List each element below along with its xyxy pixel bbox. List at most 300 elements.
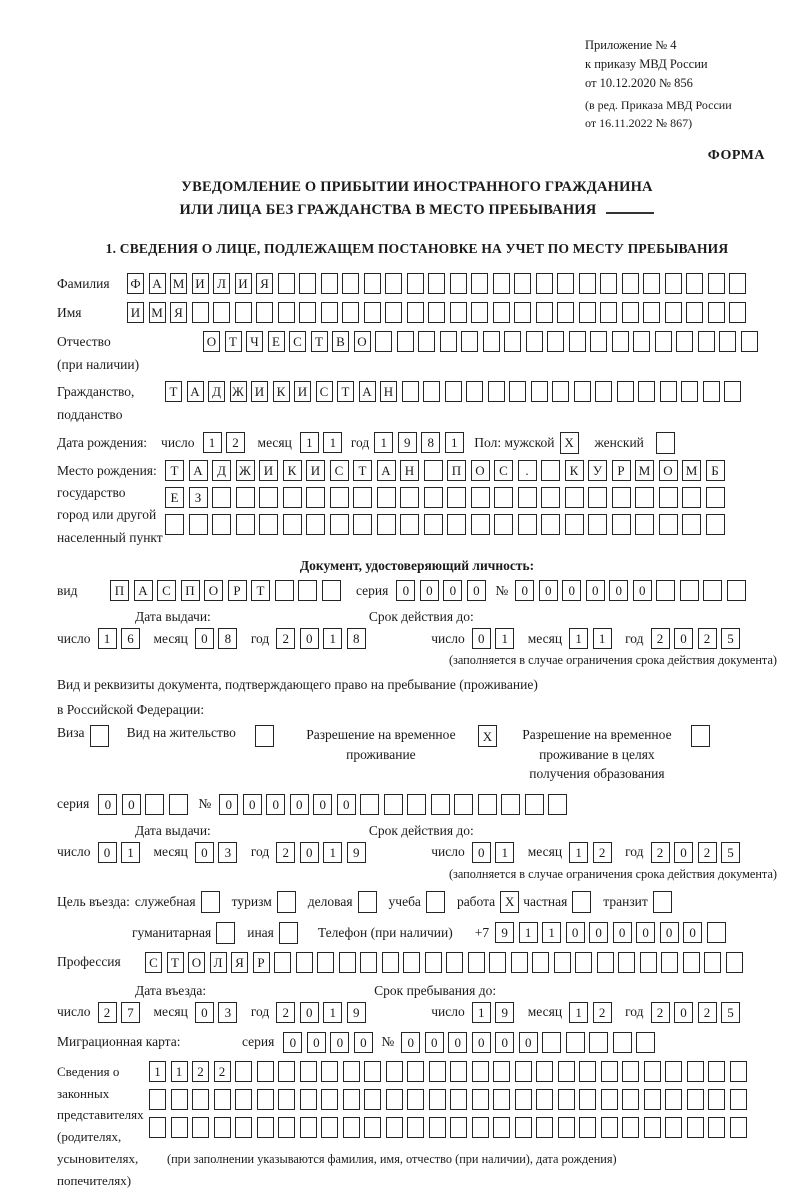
birth-year-cell[interactable]: 1 bbox=[445, 432, 464, 453]
representatives-cell[interactable] bbox=[386, 1117, 403, 1138]
doc-type-cell[interactable] bbox=[275, 580, 294, 601]
representatives-cell[interactable] bbox=[192, 1089, 209, 1110]
representatives-cell[interactable] bbox=[235, 1089, 252, 1110]
migration-number-cell[interactable] bbox=[542, 1032, 561, 1053]
representatives-cell[interactable] bbox=[622, 1089, 639, 1110]
doc-number-cell[interactable]: 0 bbox=[539, 580, 558, 601]
doc-type-cell[interactable]: Т bbox=[251, 580, 270, 601]
profession-cell[interactable] bbox=[360, 952, 377, 973]
profession-cell[interactable] bbox=[274, 952, 291, 973]
representatives-cell[interactable] bbox=[450, 1061, 467, 1082]
patronymic-cell[interactable] bbox=[418, 331, 435, 352]
birthplace-cell[interactable] bbox=[659, 514, 678, 535]
phone-cell[interactable]: 0 bbox=[613, 922, 632, 943]
surname-cell[interactable]: Л bbox=[213, 273, 230, 294]
representatives-cell[interactable]: 1 bbox=[149, 1061, 166, 1082]
purpose-business-checkbox-cell[interactable] bbox=[358, 891, 377, 913]
stay-expiry-year-cell[interactable]: 2 bbox=[651, 842, 670, 863]
purpose-official-checkbox-cell[interactable] bbox=[201, 891, 220, 913]
entry-month-cell[interactable]: 3 bbox=[218, 1002, 237, 1023]
representatives-cell[interactable] bbox=[343, 1117, 360, 1138]
citizenship-cell[interactable]: К bbox=[273, 381, 290, 402]
profession-cell[interactable] bbox=[339, 952, 356, 973]
patronymic-cell[interactable]: О bbox=[354, 331, 371, 352]
stay-expiry-year-cell[interactable]: 0 bbox=[674, 842, 693, 863]
surname-cell[interactable] bbox=[708, 273, 725, 294]
given-name-cell[interactable] bbox=[579, 302, 596, 323]
citizenship-cell[interactable]: С bbox=[316, 381, 333, 402]
representatives-cell[interactable] bbox=[300, 1061, 317, 1082]
patronymic-cell[interactable] bbox=[569, 331, 586, 352]
profession-cell[interactable] bbox=[296, 952, 313, 973]
surname-cell[interactable] bbox=[321, 273, 338, 294]
id-issue-day-cell[interactable]: 1 bbox=[98, 628, 117, 649]
stay-until-day-cell[interactable]: 9 bbox=[495, 1002, 514, 1023]
profession-cell[interactable] bbox=[489, 952, 506, 973]
surname-cell[interactable] bbox=[364, 273, 381, 294]
migration-series-cell[interactable]: 0 bbox=[354, 1032, 373, 1053]
given-name-cell[interactable] bbox=[493, 302, 510, 323]
profession-cell[interactable] bbox=[403, 952, 420, 973]
representatives-cell[interactable] bbox=[622, 1061, 639, 1082]
migration-number-cell[interactable] bbox=[566, 1032, 585, 1053]
surname-cell[interactable] bbox=[514, 273, 531, 294]
birthplace-cell[interactable] bbox=[612, 487, 631, 508]
profession-cell[interactable] bbox=[704, 952, 721, 973]
representatives-cell[interactable] bbox=[730, 1089, 747, 1110]
patronymic-cell[interactable] bbox=[590, 331, 607, 352]
birthplace-cell[interactable] bbox=[494, 514, 513, 535]
patronymic-cell[interactable] bbox=[698, 331, 715, 352]
citizenship-cell[interactable]: А bbox=[359, 381, 376, 402]
profession-cell[interactable]: О bbox=[188, 952, 205, 973]
given-name-cell[interactable] bbox=[299, 302, 316, 323]
representatives-cell[interactable] bbox=[171, 1117, 188, 1138]
representatives-cell[interactable] bbox=[644, 1117, 661, 1138]
patronymic-cell[interactable] bbox=[397, 331, 414, 352]
birthplace-cell[interactable] bbox=[189, 514, 208, 535]
given-name-cell[interactable] bbox=[342, 302, 359, 323]
representatives-cell[interactable] bbox=[364, 1089, 381, 1110]
stay-series-cell[interactable] bbox=[145, 794, 164, 815]
id-expiry-month-cell[interactable]: 1 bbox=[593, 628, 612, 649]
citizenship-cell[interactable] bbox=[445, 381, 462, 402]
birthplace-cell[interactable]: Б bbox=[706, 460, 725, 481]
birthplace-cell[interactable] bbox=[400, 514, 419, 535]
patronymic-cell[interactable] bbox=[504, 331, 521, 352]
purpose-humanitarian-checkbox-cell[interactable] bbox=[216, 922, 235, 944]
sex-male-checkbox-cell[interactable]: X bbox=[560, 432, 579, 454]
representatives-cell[interactable] bbox=[472, 1117, 489, 1138]
representatives-cell[interactable] bbox=[730, 1117, 747, 1138]
representatives-cell[interactable] bbox=[407, 1061, 424, 1082]
representatives-cell[interactable] bbox=[364, 1117, 381, 1138]
stay-number-cell[interactable] bbox=[478, 794, 497, 815]
representatives-cell[interactable]: 2 bbox=[192, 1061, 209, 1082]
stay-number-cell[interactable]: 0 bbox=[243, 794, 262, 815]
representatives-cell[interactable] bbox=[450, 1117, 467, 1138]
id-expiry-day-cell[interactable]: 1 bbox=[495, 628, 514, 649]
visa-checkbox-cell[interactable] bbox=[90, 725, 109, 747]
representatives-cell[interactable] bbox=[622, 1117, 639, 1138]
citizenship-cell[interactable]: И bbox=[251, 381, 268, 402]
surname-cell[interactable] bbox=[407, 273, 424, 294]
surname-cell[interactable] bbox=[450, 273, 467, 294]
stay-series-cell[interactable]: 0 bbox=[122, 794, 141, 815]
representatives-cell[interactable] bbox=[300, 1117, 317, 1138]
birthplace-cell[interactable] bbox=[283, 514, 302, 535]
surname-cell[interactable]: А bbox=[149, 273, 166, 294]
stay-issue-year-cell[interactable]: 9 bbox=[347, 842, 366, 863]
profession-cell[interactable] bbox=[425, 952, 442, 973]
given-name-cell[interactable] bbox=[450, 302, 467, 323]
representatives-cell[interactable] bbox=[343, 1061, 360, 1082]
profession-cell[interactable] bbox=[317, 952, 334, 973]
given-name-cell[interactable] bbox=[321, 302, 338, 323]
representatives-cell[interactable] bbox=[257, 1089, 274, 1110]
representatives-cell[interactable] bbox=[321, 1117, 338, 1138]
given-name-cell[interactable] bbox=[385, 302, 402, 323]
birth-year-cell[interactable]: 1 bbox=[374, 432, 393, 453]
profession-cell[interactable] bbox=[468, 952, 485, 973]
birthplace-cell[interactable] bbox=[283, 487, 302, 508]
stay-issue-day-cell[interactable]: 0 bbox=[98, 842, 117, 863]
representatives-cell[interactable] bbox=[429, 1117, 446, 1138]
profession-cell[interactable]: С bbox=[145, 952, 162, 973]
surname-cell[interactable] bbox=[278, 273, 295, 294]
birthplace-cell[interactable]: О bbox=[659, 460, 678, 481]
surname-cell[interactable]: И bbox=[192, 273, 209, 294]
surname-cell[interactable] bbox=[729, 273, 746, 294]
migration-number-cell[interactable]: 0 bbox=[519, 1032, 538, 1053]
profession-cell[interactable]: Л bbox=[210, 952, 227, 973]
representatives-cell[interactable] bbox=[278, 1117, 295, 1138]
profession-cell[interactable] bbox=[683, 952, 700, 973]
phone-cell[interactable]: 0 bbox=[660, 922, 679, 943]
birthplace-cell[interactable]: А bbox=[189, 460, 208, 481]
stay-number-cell[interactable] bbox=[360, 794, 379, 815]
profession-cell[interactable] bbox=[554, 952, 571, 973]
birthplace-cell[interactable]: Е bbox=[165, 487, 184, 508]
stay-until-month-cell[interactable]: 2 bbox=[593, 1002, 612, 1023]
stay-until-month-cell[interactable]: 1 bbox=[569, 1002, 588, 1023]
representatives-cell[interactable] bbox=[493, 1089, 510, 1110]
representatives-cell[interactable] bbox=[407, 1089, 424, 1110]
given-name-cell[interactable] bbox=[536, 302, 553, 323]
id-expiry-year-cell[interactable]: 5 bbox=[721, 628, 740, 649]
profession-cell[interactable] bbox=[726, 952, 743, 973]
birthplace-cell[interactable] bbox=[447, 514, 466, 535]
birthplace-cell[interactable]: И bbox=[259, 460, 278, 481]
patronymic-cell[interactable]: Т bbox=[225, 331, 242, 352]
representatives-cell[interactable] bbox=[192, 1117, 209, 1138]
given-name-cell[interactable] bbox=[643, 302, 660, 323]
representatives-cell[interactable] bbox=[214, 1117, 231, 1138]
citizenship-cell[interactable] bbox=[509, 381, 526, 402]
birthplace-cell[interactable] bbox=[471, 514, 490, 535]
doc-number-cell[interactable] bbox=[727, 580, 746, 601]
profession-cell[interactable]: Я bbox=[231, 952, 248, 973]
stay-number-cell[interactable] bbox=[431, 794, 450, 815]
phone-cell[interactable]: 0 bbox=[636, 922, 655, 943]
surname-cell[interactable] bbox=[557, 273, 574, 294]
stay-series-cell[interactable] bbox=[169, 794, 188, 815]
surname-cell[interactable]: Ф bbox=[127, 273, 144, 294]
entry-month-cell[interactable]: 0 bbox=[195, 1002, 214, 1023]
surname-cell[interactable] bbox=[536, 273, 553, 294]
representatives-cell[interactable] bbox=[300, 1089, 317, 1110]
representatives-cell[interactable] bbox=[644, 1061, 661, 1082]
representatives-cell[interactable] bbox=[601, 1061, 618, 1082]
doc-type-cell[interactable]: А bbox=[134, 580, 153, 601]
given-name-cell[interactable] bbox=[665, 302, 682, 323]
surname-cell[interactable] bbox=[622, 273, 639, 294]
stay-issue-day-cell[interactable]: 1 bbox=[121, 842, 140, 863]
representatives-cell[interactable] bbox=[235, 1061, 252, 1082]
id-issue-day-cell[interactable]: 6 bbox=[121, 628, 140, 649]
given-name-cell[interactable] bbox=[235, 302, 252, 323]
doc-series-cell[interactable]: 0 bbox=[396, 580, 415, 601]
surname-cell[interactable]: М bbox=[170, 273, 187, 294]
stay-number-cell[interactable] bbox=[525, 794, 544, 815]
temp-residence-checkbox-cell[interactable]: X bbox=[478, 725, 497, 747]
stay-number-cell[interactable] bbox=[548, 794, 567, 815]
id-expiry-day-cell[interactable]: 0 bbox=[472, 628, 491, 649]
profession-cell[interactable] bbox=[446, 952, 463, 973]
profession-cell[interactable] bbox=[382, 952, 399, 973]
birthplace-cell[interactable] bbox=[259, 487, 278, 508]
representatives-cell[interactable] bbox=[171, 1089, 188, 1110]
given-name-cell[interactable]: И bbox=[127, 302, 144, 323]
birthplace-cell[interactable] bbox=[212, 514, 231, 535]
citizenship-cell[interactable] bbox=[574, 381, 591, 402]
entry-year-cell[interactable]: 0 bbox=[300, 1002, 319, 1023]
migration-number-cell[interactable]: 0 bbox=[495, 1032, 514, 1053]
doc-type-cell[interactable]: С bbox=[157, 580, 176, 601]
id-expiry-year-cell[interactable]: 0 bbox=[674, 628, 693, 649]
patronymic-cell[interactable] bbox=[676, 331, 693, 352]
birthplace-cell[interactable] bbox=[330, 487, 349, 508]
doc-number-cell[interactable]: 0 bbox=[562, 580, 581, 601]
birthplace-cell[interactable] bbox=[635, 487, 654, 508]
citizenship-cell[interactable] bbox=[660, 381, 677, 402]
representatives-cell[interactable] bbox=[515, 1117, 532, 1138]
doc-number-cell[interactable] bbox=[703, 580, 722, 601]
stay-until-day-cell[interactable]: 1 bbox=[472, 1002, 491, 1023]
patronymic-cell[interactable] bbox=[375, 331, 392, 352]
given-name-cell[interactable] bbox=[600, 302, 617, 323]
surname-cell[interactable] bbox=[342, 273, 359, 294]
birthplace-cell[interactable] bbox=[682, 514, 701, 535]
citizenship-cell[interactable]: А bbox=[187, 381, 204, 402]
birthplace-cell[interactable]: Т bbox=[353, 460, 372, 481]
patronymic-cell[interactable] bbox=[612, 331, 629, 352]
representatives-cell[interactable] bbox=[321, 1089, 338, 1110]
doc-type-cell[interactable]: П bbox=[110, 580, 129, 601]
birthplace-cell[interactable] bbox=[306, 514, 325, 535]
patronymic-cell[interactable]: В bbox=[332, 331, 349, 352]
doc-type-cell[interactable]: Р bbox=[228, 580, 247, 601]
profession-cell[interactable] bbox=[597, 952, 614, 973]
representatives-cell[interactable] bbox=[429, 1089, 446, 1110]
citizenship-cell[interactable]: Т bbox=[337, 381, 354, 402]
birthplace-cell[interactable]: Т bbox=[165, 460, 184, 481]
representatives-cell[interactable] bbox=[687, 1089, 704, 1110]
representatives-cell[interactable] bbox=[687, 1061, 704, 1082]
birthplace-cell[interactable] bbox=[541, 487, 560, 508]
surname-cell[interactable] bbox=[643, 273, 660, 294]
stay-issue-year-cell[interactable]: 2 bbox=[276, 842, 295, 863]
id-issue-year-cell[interactable]: 0 bbox=[300, 628, 319, 649]
stay-number-cell[interactable]: 0 bbox=[313, 794, 332, 815]
birthplace-cell[interactable] bbox=[424, 460, 443, 481]
birthplace-cell[interactable] bbox=[236, 487, 255, 508]
migration-number-cell[interactable]: 0 bbox=[448, 1032, 467, 1053]
representatives-cell[interactable] bbox=[214, 1089, 231, 1110]
birthplace-cell[interactable] bbox=[706, 514, 725, 535]
representatives-cell[interactable] bbox=[364, 1061, 381, 1082]
birthplace-cell[interactable] bbox=[424, 487, 443, 508]
phone-cell[interactable]: 1 bbox=[542, 922, 561, 943]
phone-cell[interactable]: 9 bbox=[495, 922, 514, 943]
representatives-cell[interactable] bbox=[558, 1117, 575, 1138]
representatives-cell[interactable] bbox=[708, 1117, 725, 1138]
birthplace-cell[interactable]: Д bbox=[212, 460, 231, 481]
id-issue-year-cell[interactable]: 1 bbox=[323, 628, 342, 649]
doc-number-cell[interactable]: 0 bbox=[609, 580, 628, 601]
migration-number-cell[interactable] bbox=[613, 1032, 632, 1053]
profession-cell[interactable] bbox=[575, 952, 592, 973]
residence-permit-checkbox-cell[interactable] bbox=[255, 725, 274, 747]
citizenship-cell[interactable] bbox=[681, 381, 698, 402]
birthplace-cell[interactable]: Н bbox=[400, 460, 419, 481]
birthplace-cell[interactable] bbox=[518, 514, 537, 535]
birthplace-cell[interactable] bbox=[165, 514, 184, 535]
given-name-cell[interactable] bbox=[407, 302, 424, 323]
surname-cell[interactable] bbox=[579, 273, 596, 294]
surname-cell[interactable]: Я bbox=[256, 273, 273, 294]
representatives-cell[interactable] bbox=[407, 1117, 424, 1138]
doc-series-cell[interactable]: 0 bbox=[443, 580, 462, 601]
migration-number-cell[interactable]: 0 bbox=[472, 1032, 491, 1053]
birthplace-cell[interactable]: М bbox=[635, 460, 654, 481]
representatives-cell[interactable] bbox=[493, 1061, 510, 1082]
representatives-cell[interactable] bbox=[665, 1089, 682, 1110]
citizenship-cell[interactable] bbox=[703, 381, 720, 402]
citizenship-cell[interactable] bbox=[402, 381, 419, 402]
birthplace-cell[interactable]: М bbox=[682, 460, 701, 481]
patronymic-cell[interactable] bbox=[741, 331, 758, 352]
birthplace-cell[interactable] bbox=[541, 514, 560, 535]
birthplace-cell[interactable]: А bbox=[377, 460, 396, 481]
doc-type-cell[interactable]: О bbox=[204, 580, 223, 601]
sex-female-checkbox-cell[interactable] bbox=[656, 432, 675, 454]
entry-day-cell[interactable]: 7 bbox=[121, 1002, 140, 1023]
stay-number-cell[interactable] bbox=[454, 794, 473, 815]
representatives-cell[interactable] bbox=[515, 1089, 532, 1110]
surname-cell[interactable] bbox=[493, 273, 510, 294]
citizenship-cell[interactable] bbox=[531, 381, 548, 402]
birthplace-cell[interactable]: С bbox=[494, 460, 513, 481]
representatives-cell[interactable]: 1 bbox=[171, 1061, 188, 1082]
stay-number-cell[interactable]: 0 bbox=[266, 794, 285, 815]
migration-number-cell[interactable]: 0 bbox=[401, 1032, 420, 1053]
representatives-cell[interactable] bbox=[343, 1089, 360, 1110]
stay-number-cell[interactable] bbox=[407, 794, 426, 815]
patronymic-cell[interactable] bbox=[483, 331, 500, 352]
birthplace-cell[interactable] bbox=[706, 487, 725, 508]
stay-issue-month-cell[interactable]: 0 bbox=[195, 842, 214, 863]
doc-series-cell[interactable]: 0 bbox=[420, 580, 439, 601]
birthplace-cell[interactable] bbox=[612, 514, 631, 535]
id-issue-month-cell[interactable]: 8 bbox=[218, 628, 237, 649]
stay-number-cell[interactable]: 0 bbox=[337, 794, 356, 815]
stay-issue-year-cell[interactable]: 1 bbox=[323, 842, 342, 863]
given-name-cell[interactable] bbox=[622, 302, 639, 323]
birthplace-cell[interactable] bbox=[377, 487, 396, 508]
representatives-cell[interactable] bbox=[386, 1089, 403, 1110]
birth-month-cell[interactable]: 1 bbox=[323, 432, 342, 453]
birthplace-cell[interactable]: Р bbox=[612, 460, 631, 481]
birth-year-cell[interactable]: 9 bbox=[398, 432, 417, 453]
citizenship-cell[interactable] bbox=[466, 381, 483, 402]
given-name-cell[interactable]: Я bbox=[170, 302, 187, 323]
birthplace-cell[interactable] bbox=[541, 460, 560, 481]
representatives-cell[interactable] bbox=[235, 1117, 252, 1138]
surname-cell[interactable] bbox=[428, 273, 445, 294]
representatives-cell[interactable] bbox=[708, 1061, 725, 1082]
patronymic-cell[interactable] bbox=[633, 331, 650, 352]
birthplace-cell[interactable]: К bbox=[565, 460, 584, 481]
given-name-cell[interactable]: М bbox=[149, 302, 166, 323]
stay-issue-month-cell[interactable]: 3 bbox=[218, 842, 237, 863]
doc-number-cell[interactable]: 0 bbox=[586, 580, 605, 601]
birth-month-cell[interactable]: 1 bbox=[300, 432, 319, 453]
representatives-cell[interactable] bbox=[579, 1061, 596, 1082]
purpose-study-checkbox-cell[interactable] bbox=[426, 891, 445, 913]
migration-series-cell[interactable]: 0 bbox=[307, 1032, 326, 1053]
birthplace-cell[interactable]: К bbox=[283, 460, 302, 481]
birthplace-cell[interactable] bbox=[236, 514, 255, 535]
citizenship-cell[interactable] bbox=[552, 381, 569, 402]
given-name-cell[interactable] bbox=[514, 302, 531, 323]
doc-number-cell[interactable] bbox=[656, 580, 675, 601]
stay-until-year-cell[interactable]: 5 bbox=[721, 1002, 740, 1023]
representatives-cell[interactable] bbox=[472, 1089, 489, 1110]
given-name-cell[interactable] bbox=[364, 302, 381, 323]
purpose-tourism-checkbox-cell[interactable] bbox=[277, 891, 296, 913]
purpose-transit-checkbox-cell[interactable] bbox=[653, 891, 672, 913]
representatives-cell[interactable] bbox=[579, 1089, 596, 1110]
given-name-cell[interactable] bbox=[213, 302, 230, 323]
surname-cell[interactable] bbox=[385, 273, 402, 294]
patronymic-cell[interactable] bbox=[719, 331, 736, 352]
surname-cell[interactable] bbox=[299, 273, 316, 294]
entry-year-cell[interactable]: 9 bbox=[347, 1002, 366, 1023]
patronymic-cell[interactable]: Ч bbox=[246, 331, 263, 352]
representatives-cell[interactable] bbox=[149, 1117, 166, 1138]
representatives-cell[interactable] bbox=[257, 1117, 274, 1138]
migration-series-cell[interactable]: 0 bbox=[283, 1032, 302, 1053]
representatives-cell[interactable] bbox=[536, 1117, 553, 1138]
representatives-cell[interactable] bbox=[257, 1061, 274, 1082]
citizenship-cell[interactable]: Т bbox=[165, 381, 182, 402]
birthplace-cell[interactable] bbox=[212, 487, 231, 508]
birthplace-cell[interactable] bbox=[353, 487, 372, 508]
birthplace-cell[interactable] bbox=[259, 514, 278, 535]
surname-cell[interactable] bbox=[665, 273, 682, 294]
birthplace-cell[interactable] bbox=[682, 487, 701, 508]
